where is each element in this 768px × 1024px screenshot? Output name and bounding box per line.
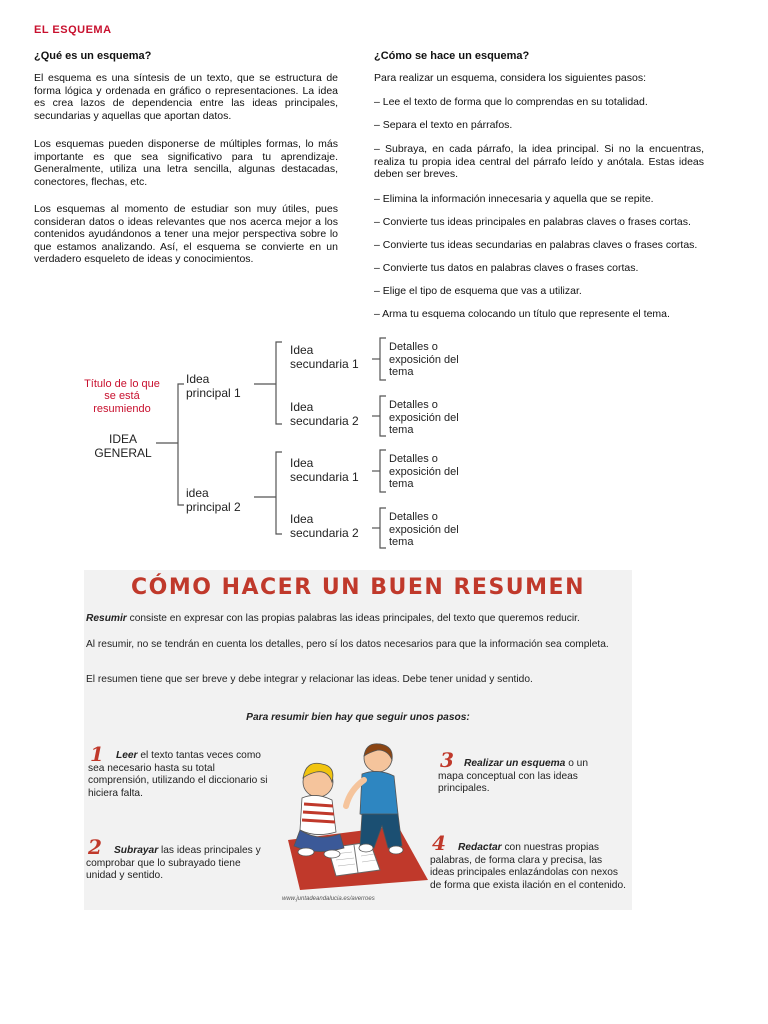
step-4-number: 4 — [432, 831, 446, 855]
step-3-rest: o un mapa conceptual con las ideas principales. — [438, 758, 589, 795]
left-heading: ¿Qué es un esquema? — [34, 50, 152, 62]
step-4-bold: Redactar — [458, 842, 502, 853]
right-heading: ¿Cómo se hace un esquema? — [374, 50, 530, 62]
left-paragraph-1: El esquema es una síntesis de un texto, que se estructura de forma lógica y ordenada en gráfico o representaciones. La idea es crea lazos de dependencia entre las ideas principales, secundarias y aquellas que aportan datos. — [34, 72, 338, 122]
detalles-label: Detalles o exposición del tema — [389, 511, 459, 549]
step-item: – Subraya, en cada párrafo, la idea principal. Si no la encuentras, realiza tu propia idea central del párrafo leído y anótala. Estas ideas deben ser breves. — [374, 143, 704, 181]
steps-heading: Para resumir bien hay que seguir unos pasos: — [246, 712, 470, 723]
secundaria-1-label: Idea secundaria 1 — [290, 456, 359, 484]
scheme-diagram — [84, 332, 484, 552]
detalles-label: Detalles o exposición del tema — [389, 399, 459, 437]
step-2-number: 2 — [88, 835, 102, 859]
idea-general-label: IDEA GENERAL — [94, 432, 152, 460]
image-credit: www.juntadeandalucia.es/averroes — [282, 896, 375, 902]
step-1-text — [88, 750, 278, 800]
step-item: – Elimina la información innecesaria y aquella que se repite. — [374, 193, 654, 205]
step-item: – Elige el tipo de esquema que vas a utilizar. — [374, 285, 582, 297]
resumen-paragraph-3: El resumen tiene que ser breve y debe integrar y relacionar las ideas. Debe tener unidad y sentido. — [86, 674, 533, 685]
detalles-label: Detalles o exposición del tema — [389, 453, 459, 491]
right-intro: Para realizar un esquema, considera los siguientes pasos: — [374, 72, 646, 84]
step-2-bold: Subrayar — [114, 845, 159, 856]
resumen-paragraph-2: Al resumir, no se tendrán en cuenta los detalles, pero sí los datos necesarios para que la información sea completa. — [86, 639, 609, 650]
step-item: – Lee el texto de forma que lo comprendas en su totalidad. — [374, 96, 648, 108]
resumen-paragraph-1 — [86, 613, 626, 625]
detalles-label: Detalles o exposición del tema — [389, 341, 459, 379]
resumen-p1-rest: consiste en expresar con las propias palabras las ideas principales, del texto que queremos reducir. — [126, 613, 580, 624]
page-title: EL ESQUEMA — [34, 24, 112, 36]
children-reading-illustration — [270, 730, 430, 895]
step-3-bold: Realizar un esquema — [464, 758, 566, 769]
step-2-text — [86, 845, 270, 883]
step-item: – Convierte tus ideas secundarias en palabras claves o frases cortas. — [374, 239, 698, 251]
step-1-bold: Leer — [116, 750, 138, 761]
step-3-number: 3 — [440, 748, 454, 772]
step-item: – Separa el texto en párrafos. — [374, 119, 513, 131]
secundaria-1-label: Idea secundaria 1 — [290, 343, 359, 371]
resumen-title: CÓMO HACER UN BUEN RESUMEN — [131, 575, 585, 600]
step-4-rest: con nuestras propias palabras, de forma clara y precisa, las ideas principales enlazándolas con nexos de forma que exista ilación en el contenido. — [430, 842, 626, 891]
left-paragraph-2: Los esquemas pueden disponerse de múltiples formas, lo más importante es que sea significativo para tu aprendizaje. Generalmente, utiliza una letra sencilla, algunas destacadas, conectores, flechas, etc. — [34, 138, 338, 188]
step-3-text — [438, 758, 614, 796]
resumen-bold-word: Resumir — [86, 613, 127, 624]
principal-2-label: idea principal 2 — [186, 486, 241, 514]
step-item: – Arma tu esquema colocando un título que represente el tema. — [374, 308, 670, 320]
step-item: – Convierte tus datos en palabras claves o frases cortas. — [374, 262, 639, 274]
diagram-title-note: Título de lo que se está resumiendo — [84, 378, 160, 415]
step-item: – Convierte tus ideas principales en palabras claves o frases cortas. — [374, 216, 691, 228]
step-4-text — [430, 842, 626, 892]
secundaria-2-label: Idea secundaria 2 — [290, 512, 359, 540]
step-1-rest: el texto tantas veces como sea necesario hasta su total comprensión, utilizando el diccionario si hiciera falta. — [88, 750, 268, 799]
principal-1-label: Idea principal 1 — [186, 372, 241, 400]
step-2-rest: las ideas principales y comprobar que lo subrayado tiene unidad y sentido. — [86, 845, 261, 882]
left-paragraph-3: Los esquemas al momento de estudiar son muy útiles, pues consideran datos o ideas relevantes que nos acerca mejor a los contenidos ayudándonos a tener una mejor perspectiva sobre lo que estamos analizando. Así, el esquema se convierte en un verdadero esqueleto de ideas y conocimientos. — [34, 203, 338, 266]
secundaria-2-label: Idea secundaria 2 — [290, 400, 359, 428]
step-1-number: 1 — [90, 742, 104, 766]
